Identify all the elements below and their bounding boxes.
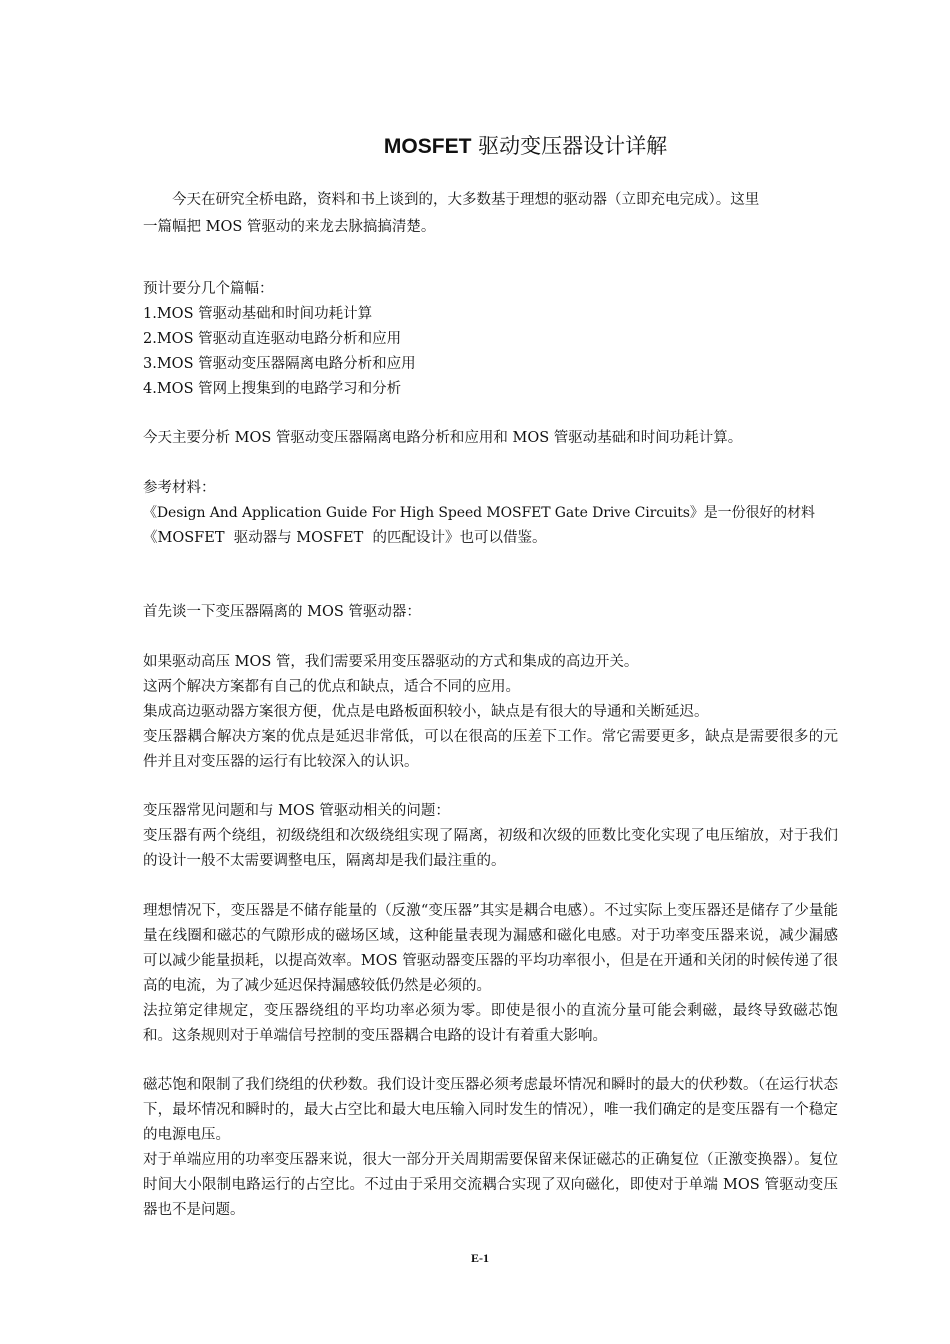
single-ended-text: 对于单端应用的功率变压器来说，很大一部分开关周期需要保留来保证磁芯的正确复位（正激变换器）。复位时间大小限制电路运行的占空比。不过由于采用交流耦合实现了双向磁化，即使对于单端 MOS 管驱动变压器也不是问题。 [143, 1152, 838, 1218]
intro-line-2: 一篇幅把 MOS 管驱动的来龙去脉搞搞清楚。 [143, 219, 436, 235]
plan-heading: 预计要分几个篇幅： [143, 281, 274, 297]
transformer-issues-text: 变压器有两个绕组，初级绕组和次级绕组实现了隔离，初级和次级的匝数比变化实现了电压缩放，对于我们的设计一般不太需要调整电压，隔离却是我们最注重的。 [143, 828, 838, 869]
solutions-line: 变压器耦合解决方案的优点是延迟非常低，可以在很高的压差下工作。常它需要更多，缺点是需要很多的元件并且对变压器的运行有比较深入的认识。 [143, 729, 838, 770]
solutions-line: 集成高边驱动器方案很方便，优点是电路板面积较小，缺点是有很大的导通和关断延迟。 [143, 704, 709, 720]
today-focus-text: 今天主要分析 MOS 管驱动变压器隔离电路分析和应用和 MOS 管驱动基础和时间功耗计算。 [143, 430, 743, 446]
transformer-issues-heading: 变压器常见问题和与 MOS 管驱动相关的问题： [143, 803, 450, 819]
document-title [143, 130, 838, 163]
transformer-issues-section [143, 799, 838, 874]
plan-item: 4.MOS 管网上搜集到的电路学习和分析 [143, 381, 402, 397]
today-focus [143, 426, 838, 451]
references-section [143, 476, 838, 551]
section-heading-text: 首先谈一下变压器隔离的 MOS 管驱动器： [143, 604, 421, 620]
plan-section [143, 277, 838, 402]
intro-line-1: 今天在研究全桥电路，资料和书上谈到的，大多数基于理想的驱动器（立即充电完成）。这里 [172, 192, 760, 208]
page-number: E-1 [471, 1251, 489, 1265]
faraday-law-text: 法拉第定律规定，变压器绕组的平均功率必须为零。即使是很小的直流分量可能会剩磁，最终导致磁芯饱和。这条规则对于单端信号控制的变压器耦合电路的设计有着重大影响。 [143, 1003, 838, 1044]
reference-item: 《Design And Application Guide For High Speed MOSFET Gate Drive Circuits》是一份很好的材料 [143, 505, 815, 521]
ideal-transformer-paragraph [143, 899, 838, 1049]
solutions-line: 这两个解决方案都有自己的优点和缺点，适合不同的应用。 [143, 679, 520, 695]
core-saturation-paragraph [143, 1073, 838, 1223]
ideal-transformer-text: 理想情况下，变压器是不储存能量的（反激“变压器”其实是耦合电感）。不过实际上变压器还是储存了少量能量在线圈和磁芯的气隙形成的磁场区域，这种能量表现为漏感和磁化电感。对于功率变压器来说，减少漏感可以减少能量损耗，以提高效率。MOS 管驱动器变压器的平均功率很小，但是在开通和关闭的时候传递了很高的电流，为了减少延迟保持漏感较低仍然是必须的。 [143, 903, 838, 994]
title-chinese: 驱动变压器设计详解 [471, 134, 668, 158]
solutions-paragraph [143, 650, 838, 775]
references-heading: 参考材料： [143, 480, 216, 496]
plan-item: 1.MOS 管驱动基础和时间功耗计算 [143, 306, 373, 322]
document-page [143, 0, 838, 1344]
section-heading-transformer-driver [143, 600, 838, 625]
plan-item: 3.MOS 管驱动变压器隔离电路分析和应用 [143, 356, 416, 372]
reference-item: 《MOSFET 驱动器与 MOSFET 的匹配设计》也可以借鉴。 [143, 530, 547, 546]
solutions-line: 如果驱动高压 MOS 管，我们需要采用变压器驱动的方式和集成的高边开关。 [143, 654, 639, 670]
plan-item: 2.MOS 管驱动直连驱动电路分析和应用 [143, 331, 402, 347]
intro-paragraph [143, 188, 838, 240]
core-saturation-text: 磁芯饱和限制了我们绕组的伏秒数。我们设计变压器必须考虑最坏情况和瞬时的最大的伏秒数。（在运行状态下，最坏情况和瞬时的，最大占空比和最大电压输入同时发生的情况），唯一我们确定的是变压器有一个稳定的电源电压。 [143, 1077, 838, 1143]
title-latin: MOSFET [383, 135, 472, 158]
